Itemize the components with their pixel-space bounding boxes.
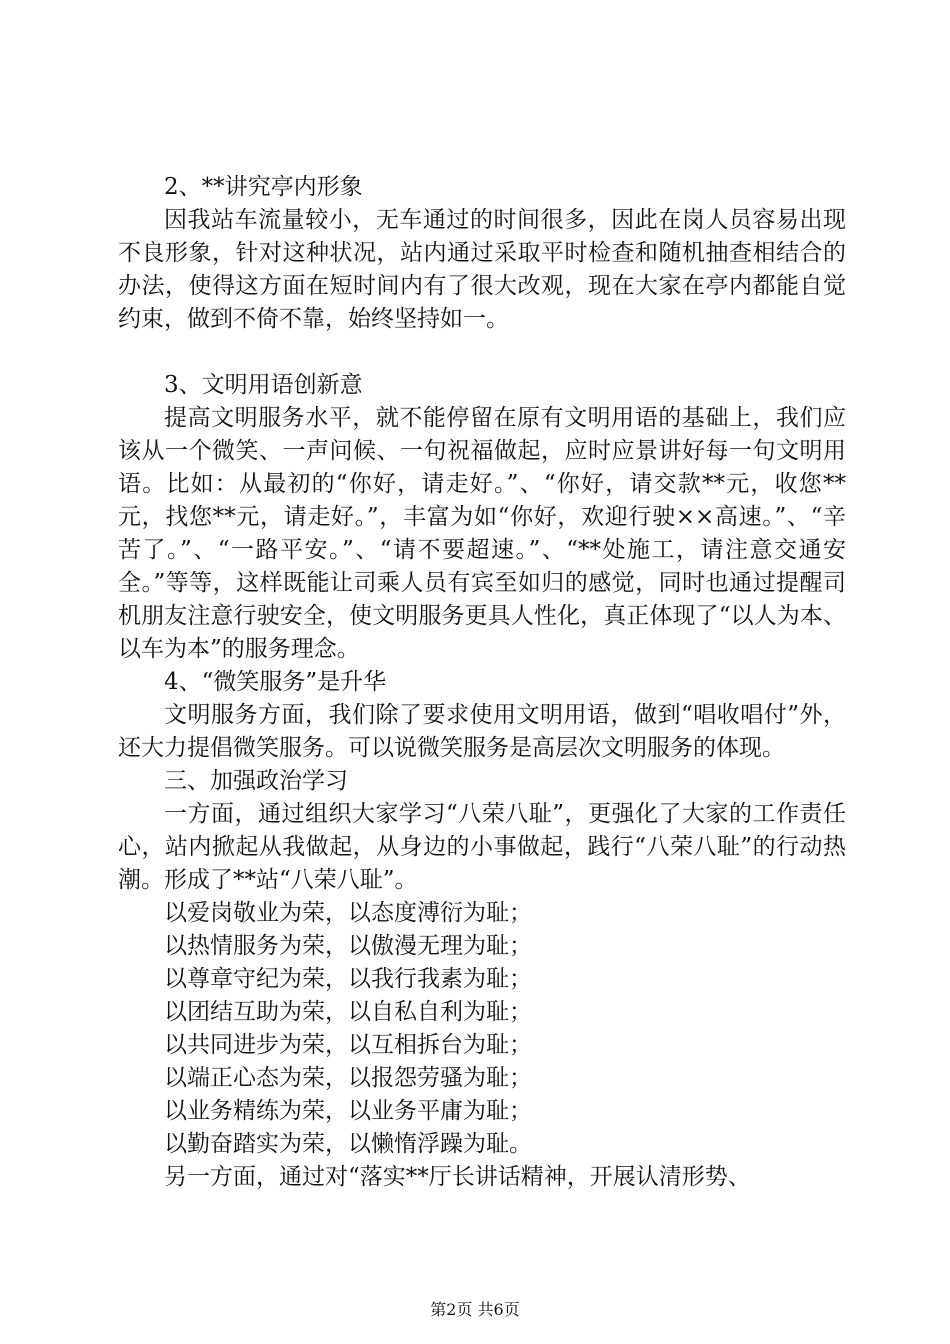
paragraph-gap xyxy=(118,336,846,369)
paragraph: 提高文明服务水平，就不能停留在原有文明用语的基础上，我们应该从一个微笑、一声问候、一句祝福做起，应时应景讲好每一句文明用语。比如：从最初的“你好，请走好。”、“你好，请交款**元，收您**元，找您**元，请走好。”，丰富为如“你好，欢迎行驶××高速。”、“辛苦了。”、“一路平安。”、“请不要超速。”、“**处施工，请注意交通安全。”等等，这样既能让司乘人员有宾至如归的感觉，同时也通过提醒司机朋友注意行驶安全，使文明服务更具人性化，真正体现了“以人为本、以车为本”的服务理念。 xyxy=(118,405,846,662)
paragraph: 文明服务方面，我们除了要求使用文明用语，做到“唱收唱付”外，还大力提倡微笑服务。可以说微笑服务是高层次文明服务的体现。 xyxy=(118,702,846,761)
paragraph: 因我站车流量较小，无车通过的时间很多，因此在岗人员容易出现不良形象，针对这种状况，站内通过采取平时检查和随机抽查相结合的办法，使得这方面在短时间内有了很大改观，现在大家在亭内都能自觉约束，做到不倚不靠，始终坚持如一。 xyxy=(118,207,846,332)
list-item: 以共同进步为荣，以互相拆台为耻； xyxy=(164,1032,532,1058)
section-heading: 4、“微笑服务”是升华 xyxy=(164,669,387,695)
section-heading: 三、加强政治学习 xyxy=(164,768,348,794)
page-number-footer: 第2页 共6页 xyxy=(430,1300,520,1319)
list-item: 以热情服务为荣，以傲漫无理为耻； xyxy=(164,933,532,959)
list-item: 以爱岗敬业为荣，以态度溥衍为耻； xyxy=(164,900,532,926)
list-item: 以团结互助为荣，以自私自利为耻； xyxy=(164,999,532,1025)
document-body xyxy=(118,171,846,1194)
list-item: 以业务精练为荣，以业务平庸为耻； xyxy=(164,1098,532,1124)
list-item: 以尊章守纪为荣，以我行我素为耻； xyxy=(164,966,532,992)
paragraph: 一方面，通过组织大家学习“八荣八耻”，更强化了大家的工作责任心，站内掀起从我做起，从身边的小事做起，践行“八荣八耻”的行动热潮。形成了**站“八荣八耻”。 xyxy=(118,801,846,893)
list-item: 以勤奋踏实为荣，以懒惰浮躁为耻。 xyxy=(164,1131,532,1157)
section-heading: 3、文明用语创新意 xyxy=(164,372,363,398)
list-item: 以端正心态为荣，以报怨劳骚为耻； xyxy=(164,1065,532,1091)
section-heading: 2、**讲究亭内形象 xyxy=(164,174,363,200)
paragraph: 另一方面，通过对“落实**厅长讲话精神，开展认清形势、 xyxy=(164,1164,751,1190)
